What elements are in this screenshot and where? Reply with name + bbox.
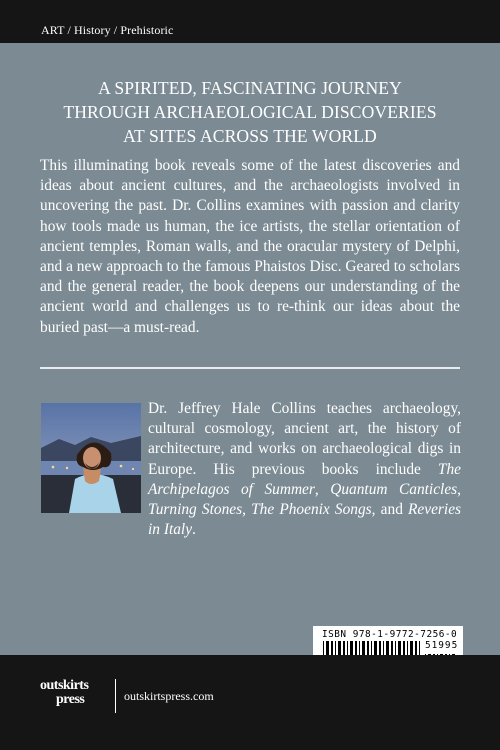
bio-intro: Dr. Jeffrey Hale Collins teaches archaeology, cultural cosmology, ancient art, the history of architecture, and works on archaeological digs in Europe. His previous books include <box>148 400 461 478</box>
publisher-url: outskirtspress.com <box>124 689 214 703</box>
book-title-3: Turning Stones <box>148 501 243 519</box>
bio-sep-3: , <box>242 501 252 519</box>
logo-separator <box>115 679 116 713</box>
category-label: ART / History / Prehistoric <box>41 23 174 37</box>
book-description: This illuminating book reveals some of the latest discoveries and ideas about ancient cultures, and the archaeologists involved in uncovering the past. Dr. Collins examines with passion and clarity how tools made us human, the ice artists, the stellar orientation of ancient temples, Roman walls, and the oracular mystery of Delphi, and a new approach to the famous Phaistos Disc. Geared to scholars and the general reader, the book deepens our understanding of the ancient world and challenges us to re-think our ideas about the buried past—a must-read. <box>40 157 460 336</box>
logo-text-press: press <box>56 692 85 707</box>
headline-line-1: A SPIRITED, FASCINATING JOURNEY <box>98 78 402 98</box>
headline <box>40 76 460 148</box>
author-photo <box>41 403 141 513</box>
book-title-2: Quantum Canticles <box>330 480 458 498</box>
book-title-4: The Phoenix Songs <box>251 501 372 519</box>
book-title-5: Reveries in Italy <box>148 501 462 539</box>
headline-line-2: THROUGH ARCHAEOLOGICAL DISCOVERIES <box>63 102 437 122</box>
bio-sep-1: , <box>314 480 331 498</box>
isbn-number: ISBN 978-1-9772-7256-0 <box>322 629 458 640</box>
author-bio <box>148 399 461 540</box>
bio-end: . <box>192 521 196 539</box>
logo-text-outskirts: outskirts <box>40 678 89 693</box>
price-code: 51995 <box>425 640 459 651</box>
bio-sep-4: , and <box>371 501 409 519</box>
book-title-1: The Archipelagos of Summer <box>148 460 461 498</box>
headline-line-3: AT SITES ACROSS THE WORLD <box>123 126 377 146</box>
bio-sep-2: , <box>457 480 462 498</box>
divider <box>40 367 460 369</box>
publisher-logo <box>40 678 106 714</box>
